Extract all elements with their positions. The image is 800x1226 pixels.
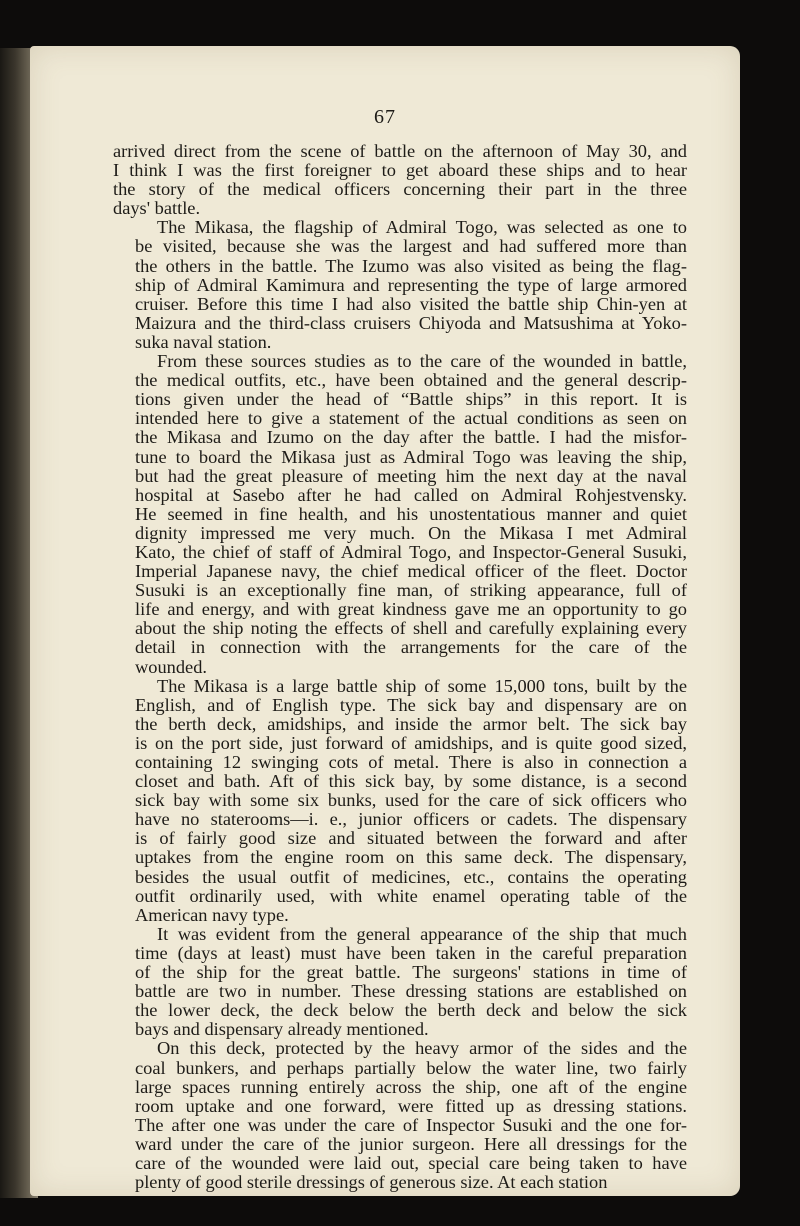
text-line: besides the usual outfit of medicines, etc., contains the operating — [135, 867, 687, 887]
text-line: arrived direct from the scene of battle on the afternoon of May 30, and — [113, 142, 687, 161]
text-line: outfit ordinarily used, with white enamel operating table of the — [135, 886, 687, 906]
text-line: He seemed in fine health, and his unostentatious manner and quiet — [135, 504, 687, 524]
text-line: the medical outfits, etc., have been obtained and the general descrip- — [135, 371, 687, 391]
text-line: sick bay with some six bunks, used for the care of sick officers who — [135, 791, 687, 811]
text-line: of the ship for the great battle. The surgeons' stations in time of — [135, 963, 687, 983]
text-line: ship of Admiral Kamimura and representing the type of large armored — [135, 275, 687, 295]
text-line: the Mikasa and Izumo on the day after the battle. I had the misfor- — [135, 428, 687, 448]
book-page — [30, 46, 740, 1196]
text-line: uptakes from the engine room on this same deck. The dispensary, — [135, 848, 687, 868]
text-line: large spaces running entirely across the ship, one aft of the engine — [135, 1077, 687, 1097]
page-number: 67 — [374, 106, 396, 128]
paragraph — [113, 218, 687, 352]
body-text — [113, 142, 687, 1192]
text-line: coal bunkers, and perhaps partially below the water line, two fairly — [135, 1058, 687, 1078]
text-line: but had the great pleasure of meeting him the next day at the naval — [135, 466, 687, 486]
text-line: detail in connection with the arrangements for the care of the — [135, 638, 687, 658]
text-line: Imperial Japanese navy, the chief medical officer of the fleet. Doctor — [135, 562, 687, 582]
text-line: Kato, the chief of staff of Admiral Togo, and Inspector-General Susuki, — [135, 542, 687, 562]
text-line: dignity impressed me very much. On the Mikasa I met Admiral — [135, 523, 687, 543]
text-line: tune to board the Mikasa just as Admiral Togo was leaving the ship, — [135, 447, 687, 467]
paragraph — [113, 1039, 687, 1192]
paragraph — [113, 677, 687, 925]
text-line: intended here to give a statement of the actual conditions as seen on — [135, 409, 687, 429]
text-line: cruiser. Before this time I had also visited the battle ship Chin-yen at — [135, 294, 687, 314]
text-line: the story of the medical officers concerning their part in the three — [113, 180, 687, 200]
text-line: battle are two in number. These dressing stations are established on — [135, 982, 687, 1002]
text-line: Susuki is an exceptionally fine man, of striking appearance, full of — [135, 581, 687, 601]
text-line: is of fairly good size and situated between the forward and after — [135, 829, 687, 849]
text-line: hospital at Sasebo after he had called on Admiral Rohjestvensky. — [135, 485, 687, 505]
text-line: The Mikasa, the flagship of Admiral Togo, was selected as one to — [157, 218, 687, 238]
text-line: suka naval station. — [135, 332, 272, 352]
text-line: have no staterooms—i. e., junior officers or cadets. The dispensary — [135, 810, 687, 830]
text-line: wounded. — [135, 657, 208, 677]
text-line: time (days at least) must have been taken in the careful preparation — [135, 943, 687, 963]
text-line: care of the wounded were laid out, special care being taken to have — [135, 1153, 687, 1173]
text-line: tions given under the head of “Battle ships” in this report. It is — [135, 390, 687, 410]
text-line: days' battle. — [113, 199, 201, 219]
text-line: is on the port side, just forward of amidships, and is quite good sized, — [135, 733, 687, 753]
text-line: I think I was the first foreigner to get aboard these ships and to hear — [113, 161, 687, 181]
text-line: life and energy, and with great kindness gave me an opportunity to go — [135, 600, 687, 620]
text-line: American navy type. — [135, 905, 289, 925]
text-line: The after one was under the care of Inspector Susuki and the one for- — [135, 1115, 687, 1135]
text-line: be visited, because she was the largest and had suffered more than — [135, 237, 687, 257]
text-line: the lower deck, the deck below the berth deck and below the sick — [135, 1001, 687, 1021]
paragraph — [113, 142, 687, 218]
text-line: ward under the care of the junior surgeon. Here all dressings for the — [135, 1134, 687, 1154]
text-line: closet and bath. Aft of this sick bay, by some distance, is a second — [135, 772, 687, 792]
paragraph — [113, 925, 687, 1040]
text-line: room uptake and one forward, were fitted up as dressing stations. — [135, 1096, 687, 1116]
text-line: plenty of good sterile dressings of generous size. At each station — [135, 1173, 608, 1193]
text-line: Maizura and the third-class cruisers Chiyoda and Matsushima at Yoko- — [135, 313, 687, 333]
text-line: It was evident from the general appearance of the ship that much — [157, 924, 687, 944]
text-line: From these sources studies as to the care of the wounded in battle, — [157, 352, 687, 372]
text-line: bays and dispensary already mentioned. — [135, 1020, 429, 1040]
text-line: The Mikasa is a large battle ship of some 15,000 tons, built by the — [157, 676, 687, 696]
text-line: containing 12 swinging cots of metal. There is also in connection a — [135, 753, 687, 772]
text-line: about the ship noting the effects of shell and carefully explaining every — [135, 619, 687, 639]
paragraph — [113, 352, 687, 677]
text-line: On this deck, protected by the heavy armor of the sides and the — [157, 1039, 687, 1059]
text-line: the others in the battle. The Izumo was also visited as being the flag- — [135, 256, 687, 276]
text-line: English, and of English type. The sick bay and dispensary are on — [135, 695, 687, 715]
text-line: the berth deck, amidships, and inside the armor belt. The sick bay — [135, 714, 687, 734]
